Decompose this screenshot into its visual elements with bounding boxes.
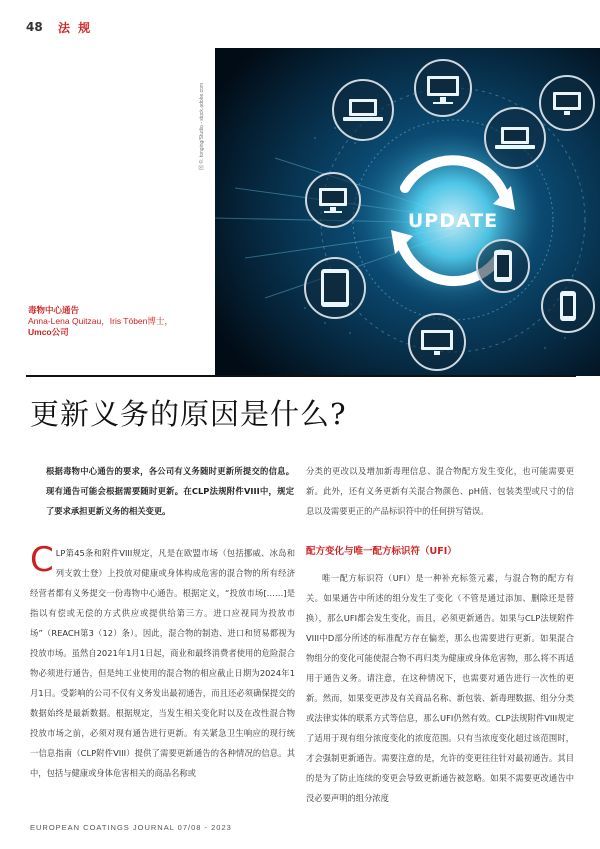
footer-journal: EUROPEAN COATINGS JOURNAL 07/08 - 2023 [30,823,232,832]
byline [28,305,213,338]
body-right-column: 唯一配方标识符（UFI）是一种补充标签元素，与混合物的配方有关。如果通告中所述的组分发生了变化（不管是通过添加、删除还是替换），那么UFI都会发生变化，而且，必须更新通告。如果与CLP法规附件VIII中D部分所述的标准配方存在偏差，那么也需要进行更新。如果混合物组分的变化可能使混合物不再归类为健康或身体危害物，那么将不再适用于通告义务。请注意，在这种情况下，也需要对通告进行一次性的更新。然而，如果变更涉及有关商品名称、新包装、新毒理数据、组分分类或法律实体的联系方式等信息，那么UFI仍然有效。CLP法规附件VIII规定了适用于现有组分浓度变化的浓度范围。只有当浓度变化超过该范围时，才会强制更新通告。需要注意的是，允许的变更往往针对最初通告。其目的是为了防止连续的变更会导致更新通告被忽略。如果不需要更改通告中没必要声明的组分浓度 [306,573,574,803]
byline-organization: 毒物中心通告 [28,305,80,315]
byline-company: Umco公司 [28,327,69,337]
body-left-column [30,540,295,783]
lead-paragraph: 根据毒物中心通告的要求，各公司有义务随时更新所提交的信息。现有通告可能会根据需要随时更新。在CLP法规附件VIII中，规定了要求承担更新义务的相关变更。 [46,466,294,516]
update-label: UPDATE [407,210,499,232]
hero-image [215,48,600,376]
body-left-text: LP第45条和附件VIII规定，凡是在欧盟市场（包括挪威、冰岛和列支敦士登）上投放对健康或身体构成危害的混合物的所有经济经营者都有义务提交一份毒物中心通告。根据定义，“投放市场[……]是指以有偿或无偿的方式供应或提供给第三方。进口应视同为投放市场”（REACH第3（12）条）。因此，混合物的制造、进口和贸易都视为投放市场。虽然自2021年1月1日起，商业和最终消费者使用的危险混合物必须进行通告，但是纯工业使用的混合物的相应截止日期为2024年1月1日。受影响的公司不仅有义务发出最初通告，而且还必须确保提交的数据始终是最新数据。根据规定，当发生相关变化时以及在改性混合物投放市场之前，必须对现有通告进行更新。有关紧急卫生响应的现行统一信息指南（CLP附件VIII）提供了需要更新通告的各种情况的信息。其中，包括与健康或身体危害相关的商品名称或 [30,548,295,778]
byline-authors: Anna-Lena Quitzau，Iris Töben博士， [28,316,173,326]
section-label: 法 规 [58,21,93,35]
drop-cap: C [30,540,54,580]
subheading: 配方变化与唯一配方标识符（UFI） [306,546,457,557]
headline: 更新义务的原因是什么? [30,397,347,431]
headline-rule [26,375,576,377]
image-credit: 图 ©: tonging/Studio - stock.adobe.com [199,82,205,170]
update-illustration [215,48,600,376]
page-number: 48 [26,20,43,34]
body-right-top: 分类的更改以及增加新毒理信息、混合物配方发生变化，也可能需要更新。此外，还有义务更新有关混合物颜色、pH值、包装类型或尺寸的信息以及需要更正的产品标识符中的任何拼写错误。 [306,466,574,516]
